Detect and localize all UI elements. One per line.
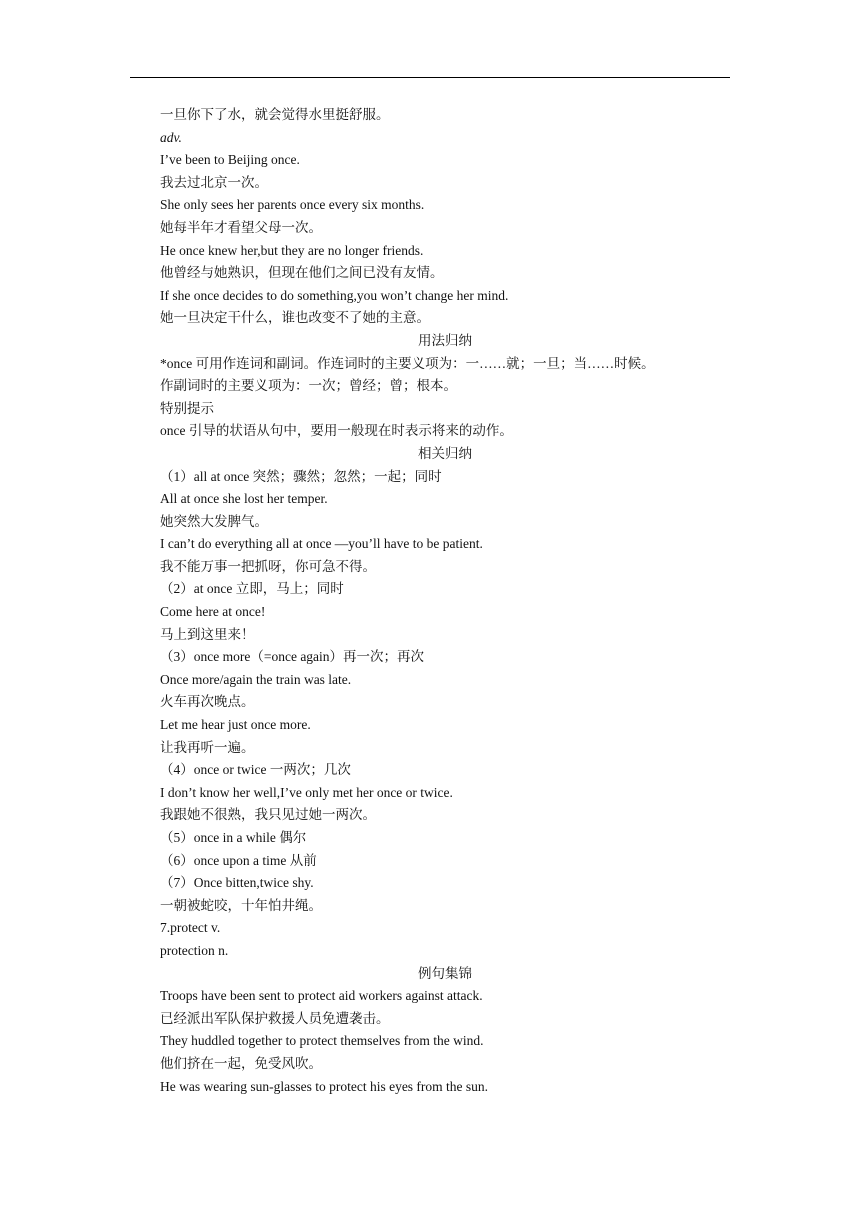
text-line: He was wearing sun-glasses to protect his eyes from the sun. <box>160 1078 489 1094</box>
text-line: protection n. <box>160 942 229 958</box>
text-line: 一朝被蛇咬，十年怕井绳。 <box>160 897 322 913</box>
section-heading: 例句集锦 <box>418 965 472 981</box>
text-line: 已经派出军队保护救援人员免遭袭击。 <box>160 1010 390 1026</box>
text-line: If she once decides to do something,you won’t change her mind. <box>160 287 509 303</box>
text-line: 我去过北京一次。 <box>160 174 268 190</box>
text-line: 她突然大发脾气。 <box>160 513 268 529</box>
text-line: 她每半年才看望父母一次。 <box>160 219 322 235</box>
text-line: Troops have been sent to protect aid workers against attack. <box>160 988 483 1004</box>
text-line: 她一旦决定干什么，谁也改变不了她的主意。 <box>160 310 430 326</box>
section-heading: 相关归纳 <box>418 445 472 461</box>
text-line: 马上到这里来！ <box>160 626 255 642</box>
text-line: 一旦你下了水，就会觉得水里挺舒服。 <box>160 107 390 122</box>
text-line: （5）once in a while 偶尔 <box>160 830 307 845</box>
text-line: 让我再听一遍。 <box>160 739 255 755</box>
text-line: Once more/again the train was late. <box>160 671 352 687</box>
text-line: adv. <box>160 129 182 145</box>
text-line: She only sees her parents once every six months. <box>160 197 425 213</box>
text-line: He once knew her,but they are no longer friends. <box>160 242 424 258</box>
text-line: 他们挤在一起，免受风吹。 <box>160 1055 322 1071</box>
text-line: （4）once or twice 一两次；几次 <box>160 762 351 778</box>
text-line: I’ve been to Beijing once. <box>160 152 300 168</box>
text-line: 我跟她不很熟，我只见过她一两次。 <box>160 807 376 823</box>
text-line: （2）at once 立即，马上；同时 <box>160 581 344 597</box>
text-line: They huddled together to protect themselves from the wind. <box>160 1033 484 1049</box>
section-heading: 用法归纳 <box>418 332 472 348</box>
text-line: 火车再次晚点。 <box>160 694 255 710</box>
text-line: （3）once more（=once again）再一次；再次 <box>160 649 425 665</box>
text-line: （1）all at once 突然；骤然；忽然；一起；同时 <box>160 468 442 484</box>
text-line: 特别提示 <box>160 400 214 416</box>
text-line: 7.protect v. <box>160 920 221 936</box>
text-line: （7）Once bitten,twice shy. <box>160 875 314 891</box>
text-line: All at once she lost her temper. <box>160 491 328 507</box>
document-body <box>160 104 730 1098</box>
text-line: once 引导的状语从句中，要用一般现在时表示将来的动作。 <box>160 423 513 439</box>
text-line: 我不能万事一把抓呀，你可急不得。 <box>160 558 376 574</box>
text-line: I don’t know her well,I’ve only met her once or twice. <box>160 784 453 800</box>
header-rule <box>130 77 730 78</box>
text-line: 他曾经与她熟识，但现在他们之间已没有友情。 <box>160 265 444 281</box>
text-line: 作副词时的主要义项为：一次；曾经；曾；根本。 <box>160 378 457 394</box>
text-line: I can’t do everything all at once —you’ll have to be patient. <box>160 536 483 552</box>
text-line: Come here at once! <box>160 604 266 620</box>
text-line: （6）once upon a time 从前 <box>160 852 317 868</box>
text-line: *once 可用作连词和副词。作连词时的主要义项为：一……就；一旦；当……时候。 <box>160 355 655 371</box>
text-line: Let me hear just once more. <box>160 717 311 733</box>
